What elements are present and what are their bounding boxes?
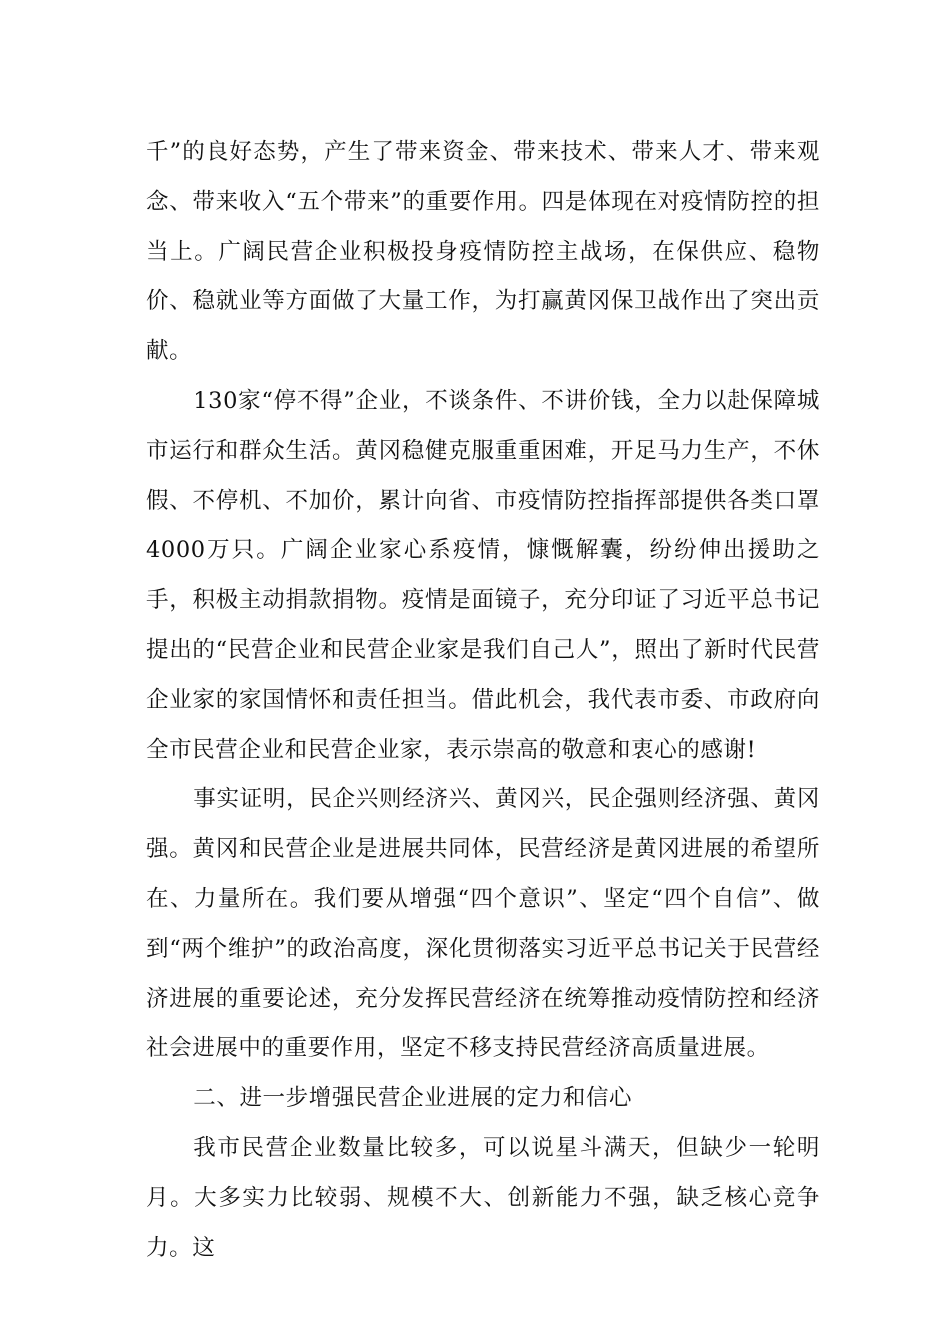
document-body [146, 128, 820, 1273]
paragraph-continuation: 千”的良好态势，产生了带来资金、带来技术、带来人才、带来观念、带来收入“五个带来”的重要作用。四是体现在对疫情防控的担当上。广阔民营企业积极投身疫情防控主战场，在保供应、稳物价、稳就业等方面做了大量工作，为打赢黄冈保卫战作出了突出贡献。 [146, 139, 820, 365]
section-heading: 二、进一步增强民营企业进展的定力和信心 [193, 1085, 633, 1112]
paragraph-private-enterprises: 我市民营企业数量比较多，可以说星斗满天，但缺少一轮明月。大多实力比较弱、规模不大、创新能力不强，缺乏核心竞争力。这 [146, 1134, 820, 1261]
paragraph-facts: 事实证明，民企兴则经济兴、黄冈兴，民企强则经济强、黄冈强。黄冈和民营企业是进展共同体，民营经济是黄冈进展的希望所在、力量所在。我们要从增强“四个意识”、坚定“四个自信”、做到“两个维护”的政治高度，深化贯彻落实习近平总书记关于民营经济进展的重要论述，充分发挥民营经济在统筹推动疫情防控和经济社会进展中的重要作用，坚定不移支持民营经济高质量进展。 [146, 786, 820, 1062]
paragraph-enterprises: 130家“停不得”企业，不谈条件、不讲价钱，全力以赴保障城市运行和群众生活。黄冈稳健克服重重困难，开足马力生产，不休假、不停机、不加价，累计向省、市疫情防控指挥部提供各类口罩4000万只。广阔企业家心系疫情，慷慨解囊，纷纷伸出援助之手，积极主动捐款捐物。疫情是面镜子，充分印证了习近平总书记提出的“民营企业和民营企业家是我们自己人”，照出了新时代民营企业家的家国情怀和责任担当。借此机会，我代表市委、市政府向全市民营企业和民营企业家，表示崇高的敬意和衷心的感谢! [146, 387, 820, 763]
